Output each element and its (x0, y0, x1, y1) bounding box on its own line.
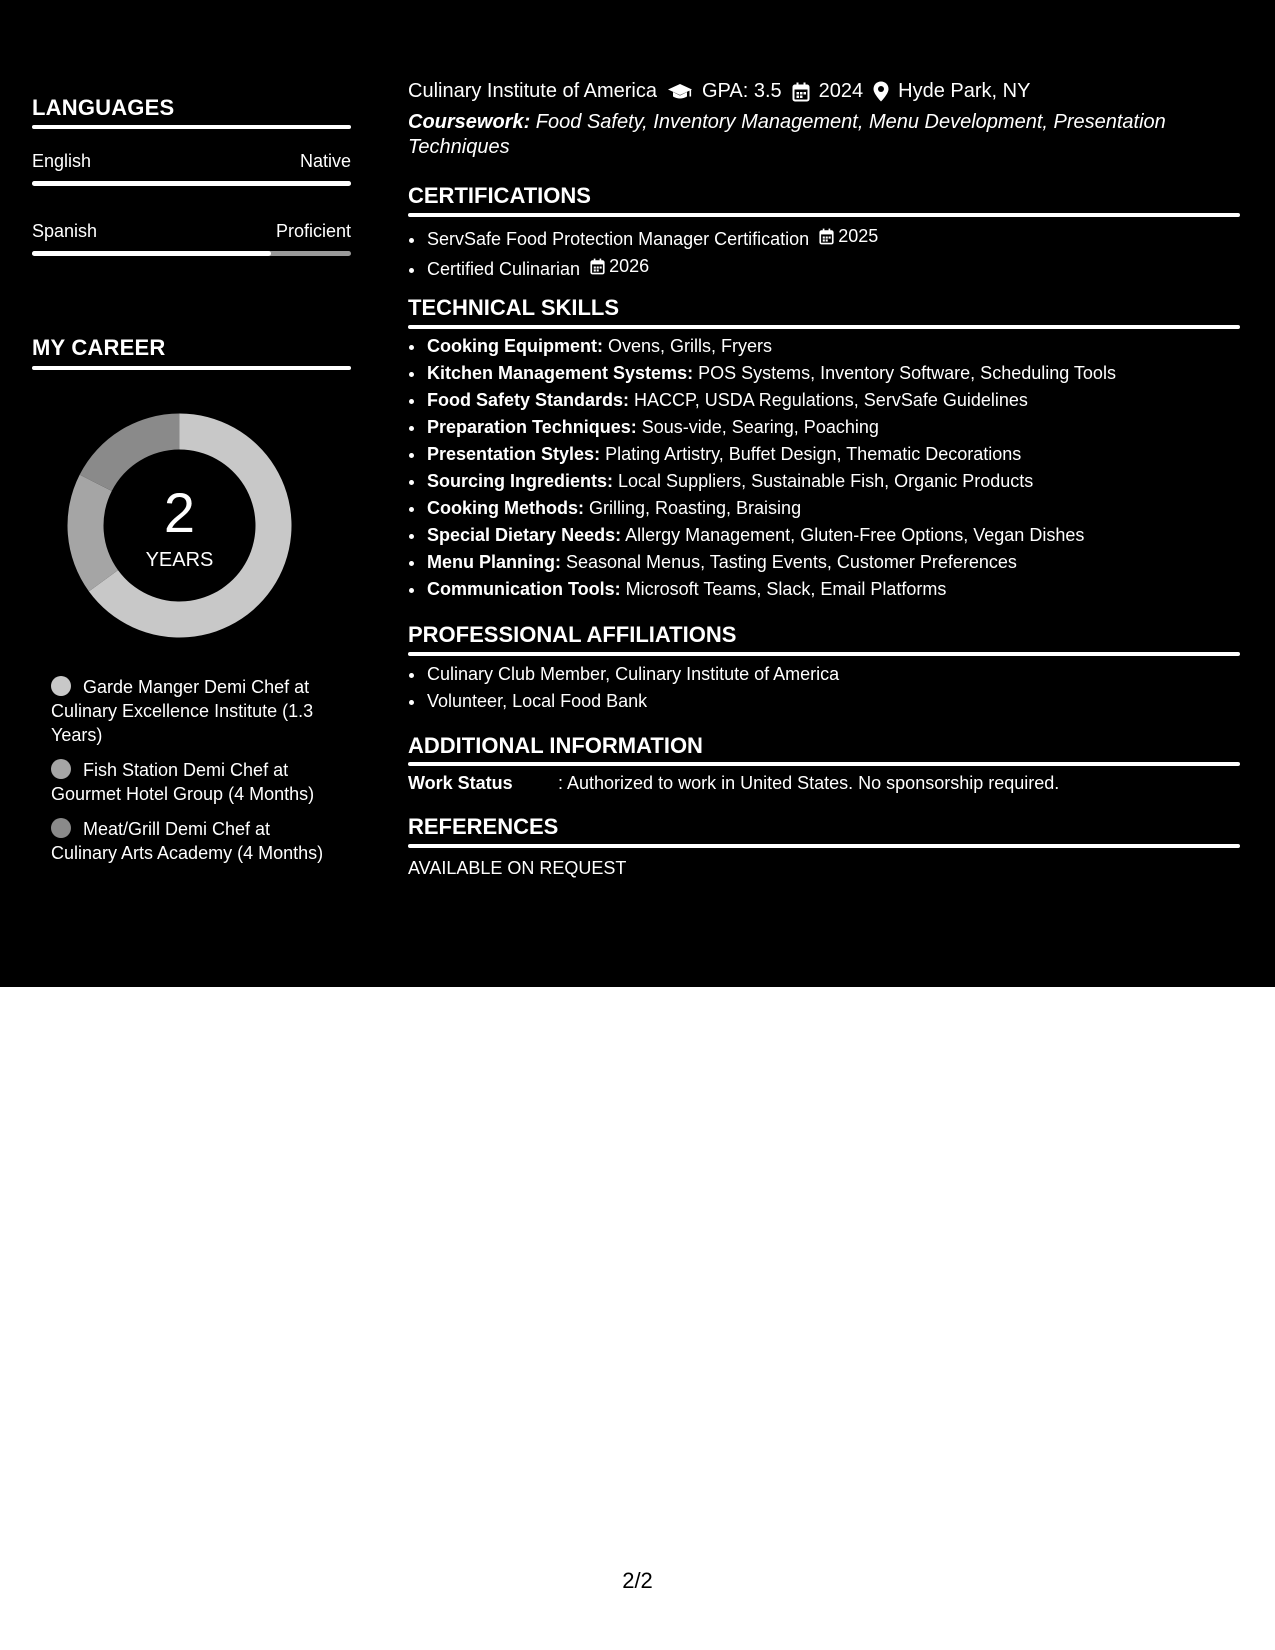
legend-dot (51, 818, 71, 838)
skill-value: Allergy Management, Gluten-Free Options, Vegan Dishes (621, 525, 1085, 545)
certification-year: 2025 (838, 226, 879, 246)
additional-info-title: ADDITIONAL INFORMATION (408, 733, 703, 758)
references-title: REFERENCES (408, 814, 559, 839)
skill-item (426, 441, 1236, 468)
references-rule (408, 844, 1240, 848)
skill-label: Cooking Methods: (427, 498, 584, 518)
certification-item (426, 223, 1236, 253)
calendar-icon (792, 82, 810, 102)
skill-item (426, 576, 1236, 603)
career-donut-chart (67, 413, 292, 638)
career-legend-label: Garde Manger Demi Chef at Culinary Excellence Institute (1.3 Years) (51, 677, 314, 745)
language-proficiency-fill (32, 251, 271, 256)
certification-year: 2026 (609, 256, 650, 276)
languages-title: LANGUAGES (32, 95, 175, 120)
technical-skills-title: TECHNICAL SKILLS (408, 295, 620, 320)
career-legend-item (51, 817, 341, 865)
skill-value: Microsoft Teams, Slack, Email Platforms (620, 579, 947, 599)
language-english (32, 151, 351, 186)
certifications-list (426, 223, 1236, 283)
legend-dot (51, 759, 71, 779)
references-text: AVAILABLE ON REQUEST (408, 858, 627, 878)
skill-value: Plating Artistry, Buffet Design, Thematic Decorations (600, 444, 1022, 464)
language-proficiency-bar (32, 251, 351, 256)
skill-label: Preparation Techniques: (427, 417, 637, 437)
affiliation-item: • Culinary Club Member, Culinary Institute of America (426, 661, 1236, 688)
graduation-cap-icon (667, 83, 693, 101)
additional-info-rule (408, 762, 1240, 766)
career-rule (32, 366, 351, 370)
certification-item (426, 253, 1236, 283)
skill-value: Sous-vide, Searing, Poaching (636, 417, 879, 437)
language-proficiency-fill (32, 181, 351, 186)
skill-value: Seasonal Menus, Tasting Events, Customer Preferences (561, 552, 1017, 572)
technical-skills-list (426, 333, 1236, 603)
certification-name: ServSafe Food Protection Manager Certification (427, 229, 810, 249)
career-title: MY CAREER (32, 335, 166, 360)
graduation-year: 2024 (818, 80, 864, 102)
skill-label: Communication Tools: (427, 579, 621, 599)
gpa: GPA: 3.5 (702, 80, 782, 102)
certifications-rule (408, 213, 1240, 217)
affiliations-title: PROFESSIONAL AFFILIATIONS (408, 622, 737, 647)
certification-name: Certified Culinarian (427, 259, 581, 279)
language-level: Native (299, 151, 351, 171)
career-legend-item (51, 758, 341, 806)
skill-item (426, 360, 1236, 387)
career-total-unit: YEARS (145, 549, 214, 571)
affiliation-item: • Volunteer, Local Food Bank (426, 688, 1236, 715)
donut-segment-3 (80, 414, 180, 491)
work-status-label: Work Status (408, 773, 513, 793)
coursework-label: Coursework: (408, 111, 531, 133)
skill-label: Kitchen Management Systems: (427, 363, 694, 383)
location-pin-icon (873, 81, 889, 102)
school-name: Culinary Institute of America (408, 80, 657, 102)
affiliations-list (426, 661, 1236, 715)
skill-value: Ovens, Grills, Fryers (602, 336, 772, 356)
skill-item (426, 468, 1236, 495)
language-name: Spanish (32, 221, 98, 241)
career-legend (51, 675, 341, 876)
coursework (408, 110, 1208, 160)
career-total-years: 2 (163, 481, 196, 544)
page-number: 2/2 (622, 1568, 653, 1593)
skill-item (426, 522, 1236, 549)
skill-value: Local Suppliers, Sustainable Fish, Organic Products (613, 471, 1034, 491)
skill-item (426, 333, 1236, 360)
education-line (408, 80, 1030, 103)
affiliations-rule (408, 652, 1240, 656)
skill-item (426, 549, 1236, 576)
skill-value: HACCP, USDA Regulations, ServSafe Guidelines (629, 390, 1028, 410)
skill-label: Presentation Styles: (427, 444, 601, 464)
languages-rule (32, 125, 351, 129)
skill-label: Menu Planning: (427, 552, 561, 572)
career-legend-item (51, 675, 341, 747)
skill-label: Cooking Equipment: (427, 336, 603, 356)
work-status-value: : Authorized to work in United States. No sponsorship required. (558, 773, 1060, 793)
coursework-list: Food Safety, Inventory Management, Menu Development, Presentation Techniques (408, 111, 1166, 158)
skill-item (426, 414, 1236, 441)
skill-label: Special Dietary Needs: (427, 525, 622, 545)
language-spanish (32, 221, 351, 256)
skill-value: Grilling, Roasting, Braising (583, 498, 802, 518)
technical-skills-rule (408, 325, 1240, 329)
calendar-icon (819, 228, 834, 245)
calendar-icon (590, 258, 605, 275)
language-proficiency-bar (32, 181, 351, 186)
career-legend-label: Meat/Grill Demi Chef at Culinary Arts Academy (4 Months) (51, 819, 324, 863)
language-name: English (32, 151, 92, 171)
skill-label: Sourcing Ingredients: (427, 471, 614, 491)
skill-value: POS Systems, Inventory Software, Scheduling Tools (693, 363, 1116, 383)
work-status-row (408, 773, 1059, 794)
skill-item (426, 495, 1236, 522)
skill-label: Food Safety Standards: (427, 390, 630, 410)
language-level: Proficient (275, 221, 351, 241)
school-location: Hyde Park, NY (898, 80, 1031, 102)
skill-item (426, 387, 1236, 414)
certifications-title: CERTIFICATIONS (408, 183, 591, 208)
career-legend-label: Fish Station Demi Chef at Gourmet Hotel Group (4 Months) (51, 760, 315, 804)
legend-dot (51, 676, 71, 696)
